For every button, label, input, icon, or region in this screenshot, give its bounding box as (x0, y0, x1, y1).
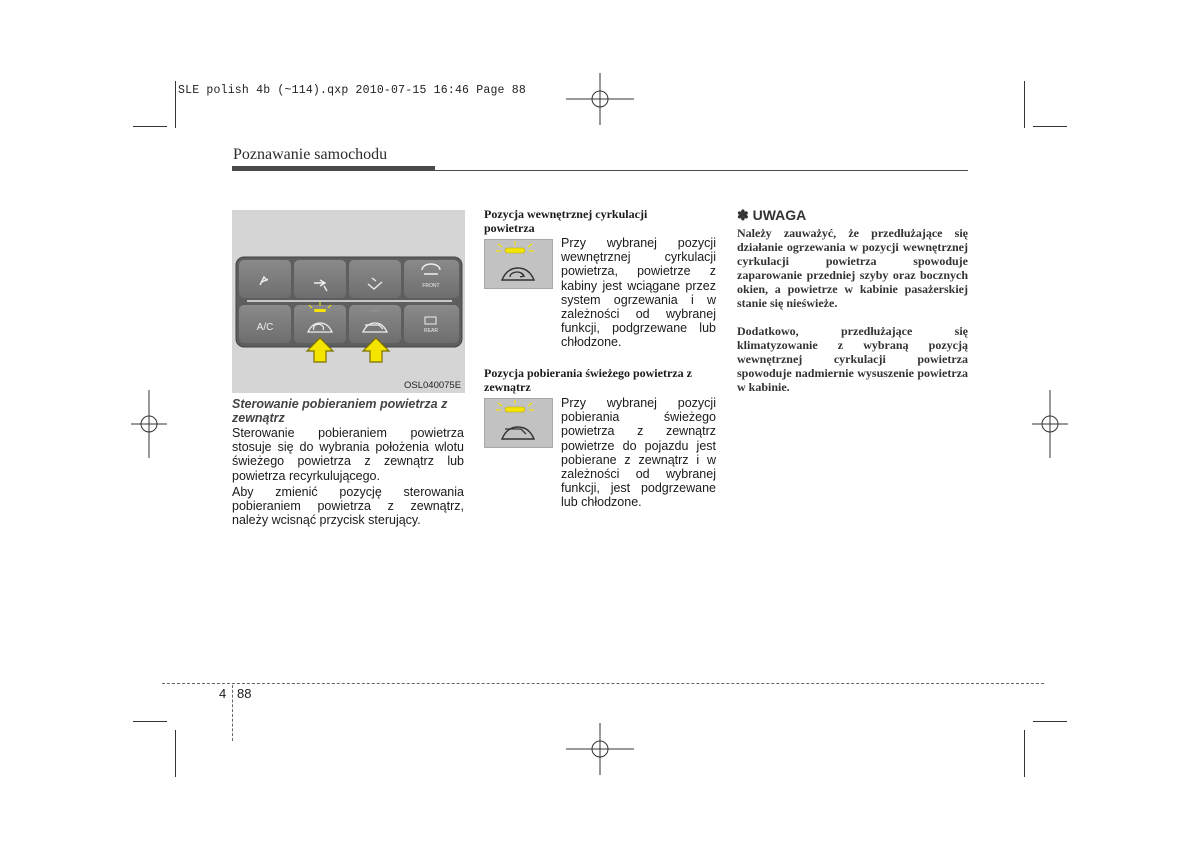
left-paragraph-2: Aby zmienić pozycję sterowania pobieraniem powietrza z zewnątrz, należy wcisnąć przycisk sterujący. (232, 485, 464, 528)
registration-mark-left (131, 390, 167, 458)
recirculation-text: Przy wybranej pozycji wewnętrznej cyrkulacji powietrza, powietrze z kabiny jest wciągane przez system ogrzewania i w zależności od wybranej funkcji, podgrzewane lub chłodzone. (561, 236, 716, 350)
vent-floor-button (349, 260, 401, 298)
note-heading-label: UWAGA (752, 207, 807, 223)
note-symbol: ✽ (737, 207, 749, 223)
note-paragraph-2: Dodatkowo, przedłużające się klimatyzowanie z wybraną pozycją wewnętrznej cyrkulacji powietrza spowoduje nadmiernie wysuszenie powietrza w kabinie. (737, 324, 968, 394)
registration-mark-right (1032, 390, 1068, 458)
recirculation-icon (484, 239, 553, 289)
left-paragraph-1: Sterowanie pobieraniem powietrza stosuje się do wybrania położenia wlotu świeżego powietrza z zewnątrz lub powietrza recyrkulującego. (232, 426, 464, 483)
svg-text:FRONT: FRONT (422, 283, 440, 289)
svg-text:A/C: A/C (256, 322, 274, 333)
note-paragraph-1: Należy zauważyć, że przedłużające się działanie ogrzewania w pozycji wewnętrznej cyrkulacji powietrza spowoduje zaparowanie przedniej szyby oraz bocznych okien, a powietrze w kabinie pasażerskiej stanie się nieświeże. (737, 226, 968, 310)
recirculation-heading: Pozycja wewnętrznej cyrkulacji powietrza (484, 207, 648, 235)
registration-mark-bottom (566, 723, 634, 775)
section-title: Poznawanie samochodu (233, 146, 388, 163)
header-rule-thin (435, 170, 968, 171)
fresh-air-icon (484, 398, 553, 448)
footer-divider (232, 685, 233, 741)
climate-panel-figure (232, 210, 465, 393)
front-defrost-button (404, 260, 459, 298)
climate-panel-illustration (232, 210, 465, 393)
footer-rule (162, 683, 1044, 684)
fresh-air-heading: Pozycja pobierania świeżego powietrza z zewnątrz (484, 366, 692, 394)
vent-bilevel-button (294, 260, 346, 298)
page-number: 88 (237, 686, 252, 701)
note-heading (737, 207, 806, 224)
chapter-number: 4 (219, 686, 227, 701)
figure-caption: OSL040075E (404, 380, 462, 391)
print-slug: SLE polish 4b (~114).qxp 2010-07-15 16:46 Page 88 (178, 84, 526, 97)
registration-mark-top (566, 73, 634, 125)
fresh-air-text: Przy wybranej pozycji pobierania świeżego powietrza z zewnątrz powietrze do pojazdu jest pobierane z zewnątrz i w zależności od wybranej funkcji, jest podgrzewane lub chłodzone. (561, 396, 716, 510)
header-rule-thick (232, 166, 435, 171)
svg-text:REAR: REAR (424, 328, 438, 334)
left-subheading: Sterowanie pobieraniem powietrza z zewnątrz (232, 397, 448, 425)
